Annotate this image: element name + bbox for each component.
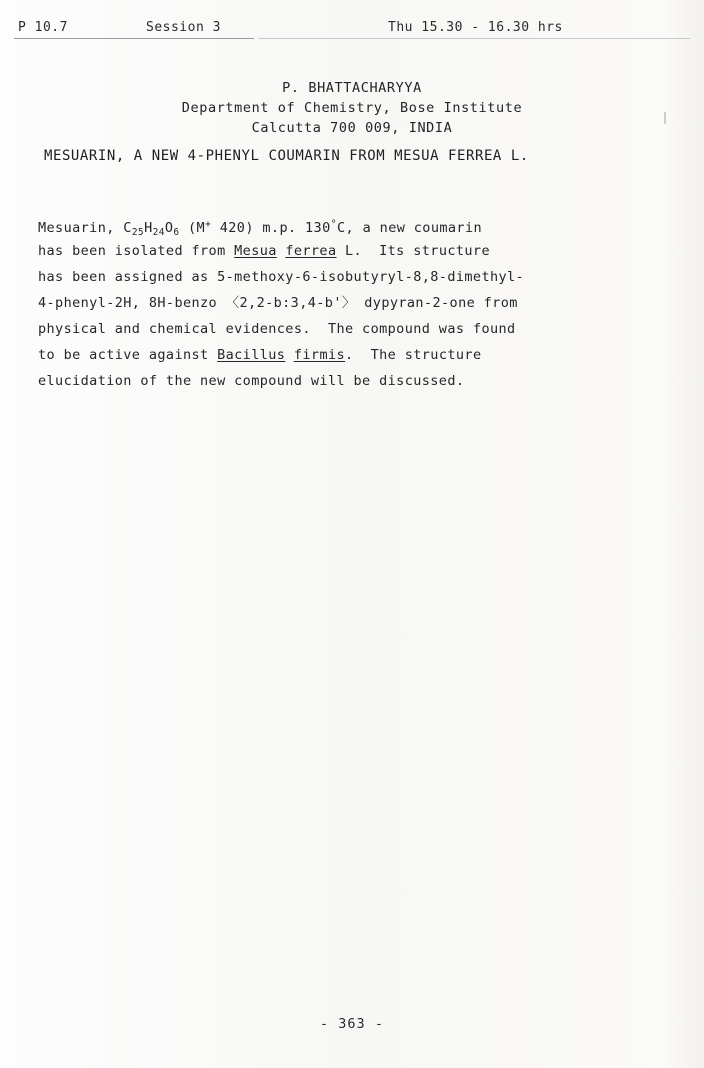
- header-rule-right: [258, 38, 690, 39]
- scan-speck: [664, 112, 666, 124]
- header-paper-code: P 10.7: [18, 20, 68, 35]
- author-address: Calcutta 700 009, INDIA: [251, 120, 453, 136]
- abstract-line-7: elucidation of the new compound will be discussed.: [38, 373, 465, 389]
- abstract-line-3: has been assigned as 5-methoxy-6-isobutyryl-8,8-dimethyl-: [38, 269, 525, 285]
- abstract-body: [38, 212, 638, 394]
- author-name: P. BHATTACHARYYA: [282, 80, 422, 96]
- abstract-line-4: 4-phenyl-2H, 8H-benzo 〈2,2-b:3,4-b'〉 dypyran-2-one from: [38, 295, 518, 311]
- abstract-line-6: to be active against Bacillus firmis. The structure: [38, 347, 482, 363]
- abstract-line-5: physical and chemical evidences. The compound was found: [38, 321, 516, 337]
- header-time: Thu 15.30 - 16.30 hrs: [388, 20, 563, 35]
- paper-title: MESUARIN, A NEW 4-PHENYL COUMARIN FROM MESUA FERREA L.: [44, 148, 529, 164]
- abstract-line-1: Mesuarin, $C_{25}H_{24}O_6$ (M+ 420) m.p. 130°C, a new coumarin: [38, 219, 483, 238]
- abstract-line-2: has been isolated from Mesua ferrea L. Its structure: [38, 243, 490, 259]
- header-rule: [14, 38, 254, 39]
- page-number: - 363 -: [320, 1016, 384, 1032]
- header-session: Session 3: [146, 20, 221, 35]
- author-affiliation: Department of Chemistry, Bose Institute: [181, 100, 523, 116]
